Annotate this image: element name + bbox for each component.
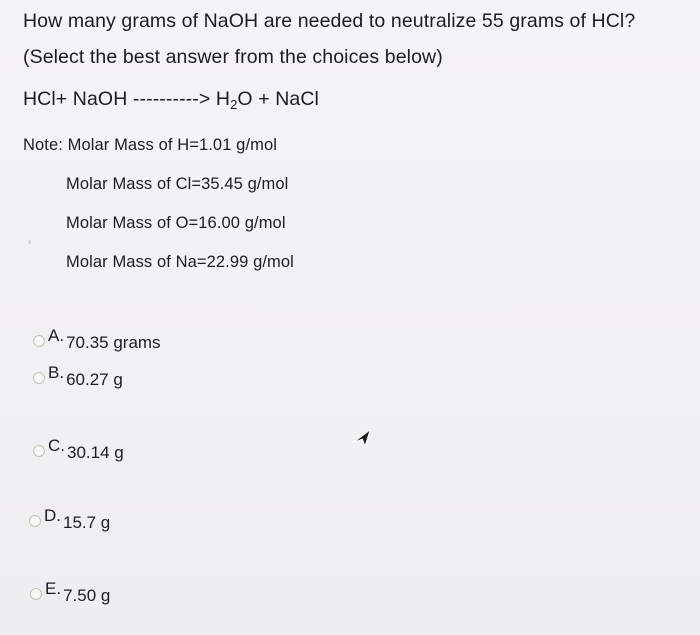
equation-product-rest: O + NaCl	[237, 88, 319, 110]
equation-product-h: H	[215, 88, 231, 110]
molar-mass-note-na: Molar Mass of Na=22.99 g/mol	[66, 253, 294, 271]
screen-speck	[28, 240, 31, 244]
choice-a[interactable]	[33, 326, 161, 352]
choice-d[interactable]	[29, 506, 111, 532]
radio-unselected-icon[interactable]	[33, 445, 45, 457]
radio-unselected-icon[interactable]	[33, 335, 45, 347]
choice-letter: C.	[48, 436, 65, 455]
question-title: How many grams of NaOH are needed to neutralize 55 grams of HCl?	[23, 10, 636, 32]
choice-letter: A.	[48, 326, 65, 345]
choice-text: 30.14 g	[67, 443, 124, 462]
molar-mass-note-o: Molar Mass of O=16.00 g/mol	[66, 214, 286, 232]
choice-letter: E.	[45, 579, 62, 598]
choice-letter: B.	[48, 363, 65, 382]
choice-text: 15.7 g	[63, 513, 111, 532]
radio-unselected-icon[interactable]	[30, 588, 42, 600]
radio-unselected-icon[interactable]	[29, 515, 41, 527]
choice-text: 70.35 grams	[66, 333, 161, 352]
molar-mass-note-h: Note: Molar Mass of H=1.01 g/mol	[23, 136, 278, 154]
equation-arrow: ---------->	[132, 88, 211, 110]
equation-reactants: HCl+ NaOH	[23, 88, 128, 110]
choice-letter: D.	[44, 506, 61, 525]
choice-text: 7.50 g	[63, 586, 111, 605]
molar-mass-note-cl: Molar Mass of Cl=35.45 g/mol	[66, 175, 289, 193]
choice-text: 60.27 g	[66, 370, 123, 389]
question-instruction: (Select the best answer from the choices below)	[23, 46, 443, 68]
equation-product	[216, 88, 319, 110]
radio-unselected-icon[interactable]	[33, 372, 45, 384]
choice-b[interactable]	[33, 363, 123, 389]
choice-c[interactable]	[33, 436, 124, 462]
equation-product-subscript: 2	[230, 97, 238, 112]
reaction-equation	[23, 88, 319, 111]
mouse-pointer-icon	[353, 428, 373, 448]
choice-e[interactable]	[30, 579, 111, 605]
